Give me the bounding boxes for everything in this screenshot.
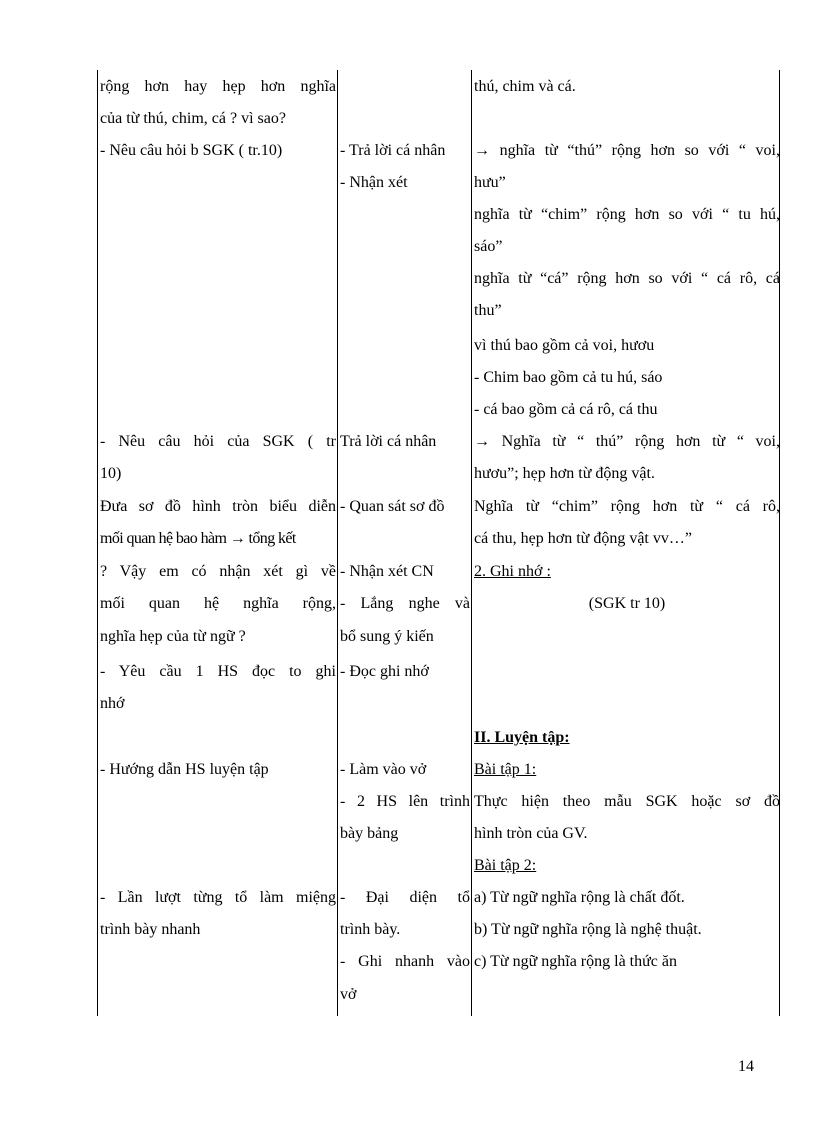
content-cell: [474, 850, 780, 882]
student-activity-cell: [340, 458, 470, 490]
exercise-2-heading: Bài tập 2:: [474, 857, 537, 874]
teacher-activity-cell: - Hướng dẫn HS luyện tập: [100, 761, 269, 778]
content-cell: [474, 979, 780, 1011]
student-activity-cell: bày bảng: [340, 825, 399, 842]
content-cell: → Nghĩa từ “ thú” rộng hơn từ “ voi,: [474, 433, 780, 450]
teacher-activity-cell: mối quan hệ bao hàm → tổng kết: [100, 530, 296, 547]
content-cell: [474, 722, 780, 754]
student-activity-cell: [340, 394, 470, 426]
table-row: [0, 588, 816, 620]
student-activity-cell: - Nhận xét CN: [340, 563, 434, 580]
table-row: [0, 786, 816, 818]
content-cell: sáo”: [474, 238, 503, 255]
teacher-activity-cell: [100, 167, 336, 199]
teacher-activity-cell: nghĩa hẹp của từ ngữ ?: [100, 628, 246, 645]
student-activity-cell: - Trả lời cá nhân: [340, 142, 446, 159]
teacher-activity-cell: [100, 850, 336, 882]
content-cell: [474, 556, 780, 588]
student-activity-cell: [340, 295, 470, 327]
student-activity-cell: [340, 199, 470, 231]
table-row: [0, 167, 816, 199]
student-activity-cell: [340, 330, 470, 362]
teacher-activity-cell: mối quan hệ nghĩa rộng,: [100, 595, 336, 612]
student-activity-cell: [340, 71, 470, 103]
teacher-activity-cell: [100, 946, 336, 978]
student-activity-cell: [340, 231, 470, 263]
student-activity-cell: [340, 523, 470, 555]
content-cell: [474, 688, 780, 720]
teacher-activity-cell: rộng hơn hay hẹp hơn nghĩa: [100, 78, 336, 95]
content-cell: b) Từ ngữ nghĩa rộng là nghệ thuật.: [474, 921, 702, 938]
table-row: [0, 722, 816, 754]
memo-heading: 2. Ghi nhớ :: [474, 563, 551, 580]
content-cell: [474, 103, 780, 135]
teacher-activity-cell: [100, 199, 336, 231]
teacher-activity-cell: [100, 818, 336, 850]
student-activity-cell: Trả lời cá nhân: [340, 433, 437, 450]
teacher-activity-cell: [100, 979, 336, 1011]
content-cell: - Chim bao gồm cả tu hú, sáo: [474, 369, 663, 386]
student-activity-cell: - Lắng nghe và: [340, 595, 470, 612]
table-row: [0, 71, 816, 103]
table-row: [0, 103, 816, 135]
content-cell: Nghĩa từ “chim” rộng hơn từ “ cá rô,: [474, 498, 780, 515]
content-cell: c) Từ ngữ nghĩa rộng là thức ăn: [474, 953, 677, 970]
student-activity-cell: [340, 362, 470, 394]
teacher-activity-cell: [100, 394, 336, 426]
content-cell: hưu”: [474, 174, 506, 191]
content-cell: nghĩa từ “cá” rộng hơn so với “ cá rô, cá: [474, 270, 780, 287]
table-row: [0, 688, 816, 720]
student-activity-cell: [340, 850, 470, 882]
teacher-activity-cell: - Lần lượt từng tổ làm miệng: [100, 889, 336, 906]
table-row: [0, 426, 816, 458]
content-cell: thú, chim và cá.: [474, 78, 576, 95]
student-activity-cell: trình bày.: [340, 921, 401, 938]
table-row: [0, 946, 816, 978]
practice-heading: II. Luyện tập:: [474, 729, 570, 746]
teacher-activity-cell: trình bày nhanh: [100, 921, 201, 938]
content-cell: - cá bao gồm cả cá rô, cá thu: [474, 401, 658, 418]
teacher-activity-cell: của từ thú, chim, cá ? vì sao?: [100, 110, 286, 127]
student-activity-cell: [340, 103, 470, 135]
table-row: [0, 754, 816, 786]
content-cell: [474, 754, 780, 786]
student-activity-cell: - Quan sát sơ đồ: [340, 498, 445, 515]
table-row: [0, 330, 816, 362]
table-row: [0, 882, 816, 914]
table-row: [0, 656, 816, 688]
content-cell: hình tròn của GV.: [474, 825, 588, 842]
teacher-activity-cell: nhớ: [100, 695, 125, 712]
table-row: [0, 263, 816, 295]
teacher-activity-cell: ? Vậy em có nhận xét gì về: [100, 563, 336, 580]
table-row: [0, 818, 816, 850]
teacher-activity-cell: Đưa sơ đồ hình tròn biểu diễn: [100, 498, 336, 515]
teacher-activity-cell: [100, 722, 336, 754]
table-row: [0, 394, 816, 426]
content-cell: Thực hiện theo mẫu SGK hoặc sơ đồ: [474, 793, 780, 810]
teacher-activity-cell: - Nêu câu hỏi của SGK ( tr: [100, 433, 336, 450]
table-row: [0, 621, 816, 653]
student-activity-cell: [340, 263, 470, 295]
student-activity-cell: bổ sung ý kiến: [340, 628, 434, 645]
content-cell: [474, 656, 780, 688]
content-cell: [474, 621, 780, 653]
table-row: [0, 491, 816, 523]
table-row: [0, 295, 816, 327]
content-cell: cá thu, hẹp hơn từ động vật vv…”: [474, 530, 692, 547]
table-row: [0, 199, 816, 231]
table-row: [0, 135, 816, 167]
table-row: [0, 523, 816, 555]
teacher-activity-cell: [100, 330, 336, 362]
content-cell: a) Từ ngữ nghĩa rộng là chất đốt.: [474, 889, 685, 906]
student-activity-cell: - Đại diện tổ: [340, 889, 470, 906]
student-activity-cell: vở: [340, 986, 357, 1003]
teacher-activity-cell: [100, 786, 336, 818]
student-activity-cell: - Ghi nhanh vào: [340, 953, 470, 970]
teacher-activity-cell: [100, 263, 336, 295]
table-row: [0, 979, 816, 1011]
student-activity-cell: - 2 HS lên trình: [340, 793, 470, 810]
content-cell: nghĩa từ “chim” rộng hơn so với “ tu hú,: [474, 206, 780, 223]
table-row: [0, 231, 816, 263]
exercise-1-heading: Bài tập 1:: [474, 761, 537, 778]
teacher-activity-cell: [100, 231, 336, 263]
table-row: [0, 850, 816, 882]
content-cell: (SGK tr 10): [588, 595, 666, 612]
student-activity-cell: - Làm vào vở: [340, 761, 427, 778]
teacher-activity-cell: - Nêu câu hỏi b SGK ( tr.10): [100, 142, 283, 159]
teacher-activity-cell: - Yêu cầu 1 HS đọc to ghi: [100, 663, 336, 680]
table-row: [0, 556, 816, 588]
content-cell: → nghĩa từ “thú” rộng hơn so với “ voi,: [474, 142, 780, 159]
student-activity-cell: [340, 688, 470, 720]
teacher-activity-cell: [100, 362, 336, 394]
content-cell: thu”: [474, 302, 502, 319]
content-cell: hươu”; hẹp hơn từ động vật.: [474, 465, 655, 482]
student-activity-cell: - Đọc ghi nhớ: [340, 663, 429, 680]
student-activity-cell: - Nhận xét: [340, 174, 408, 191]
content-cell: vì thú bao gồm cả voi, hươu: [474, 337, 655, 354]
table-row: [0, 914, 816, 946]
teacher-activity-cell: [100, 295, 336, 327]
teacher-activity-cell: 10): [100, 465, 122, 482]
page-number: 14: [738, 1058, 754, 1075]
table-row: [0, 362, 816, 394]
student-activity-cell: [340, 722, 470, 754]
table-row: [0, 458, 816, 490]
